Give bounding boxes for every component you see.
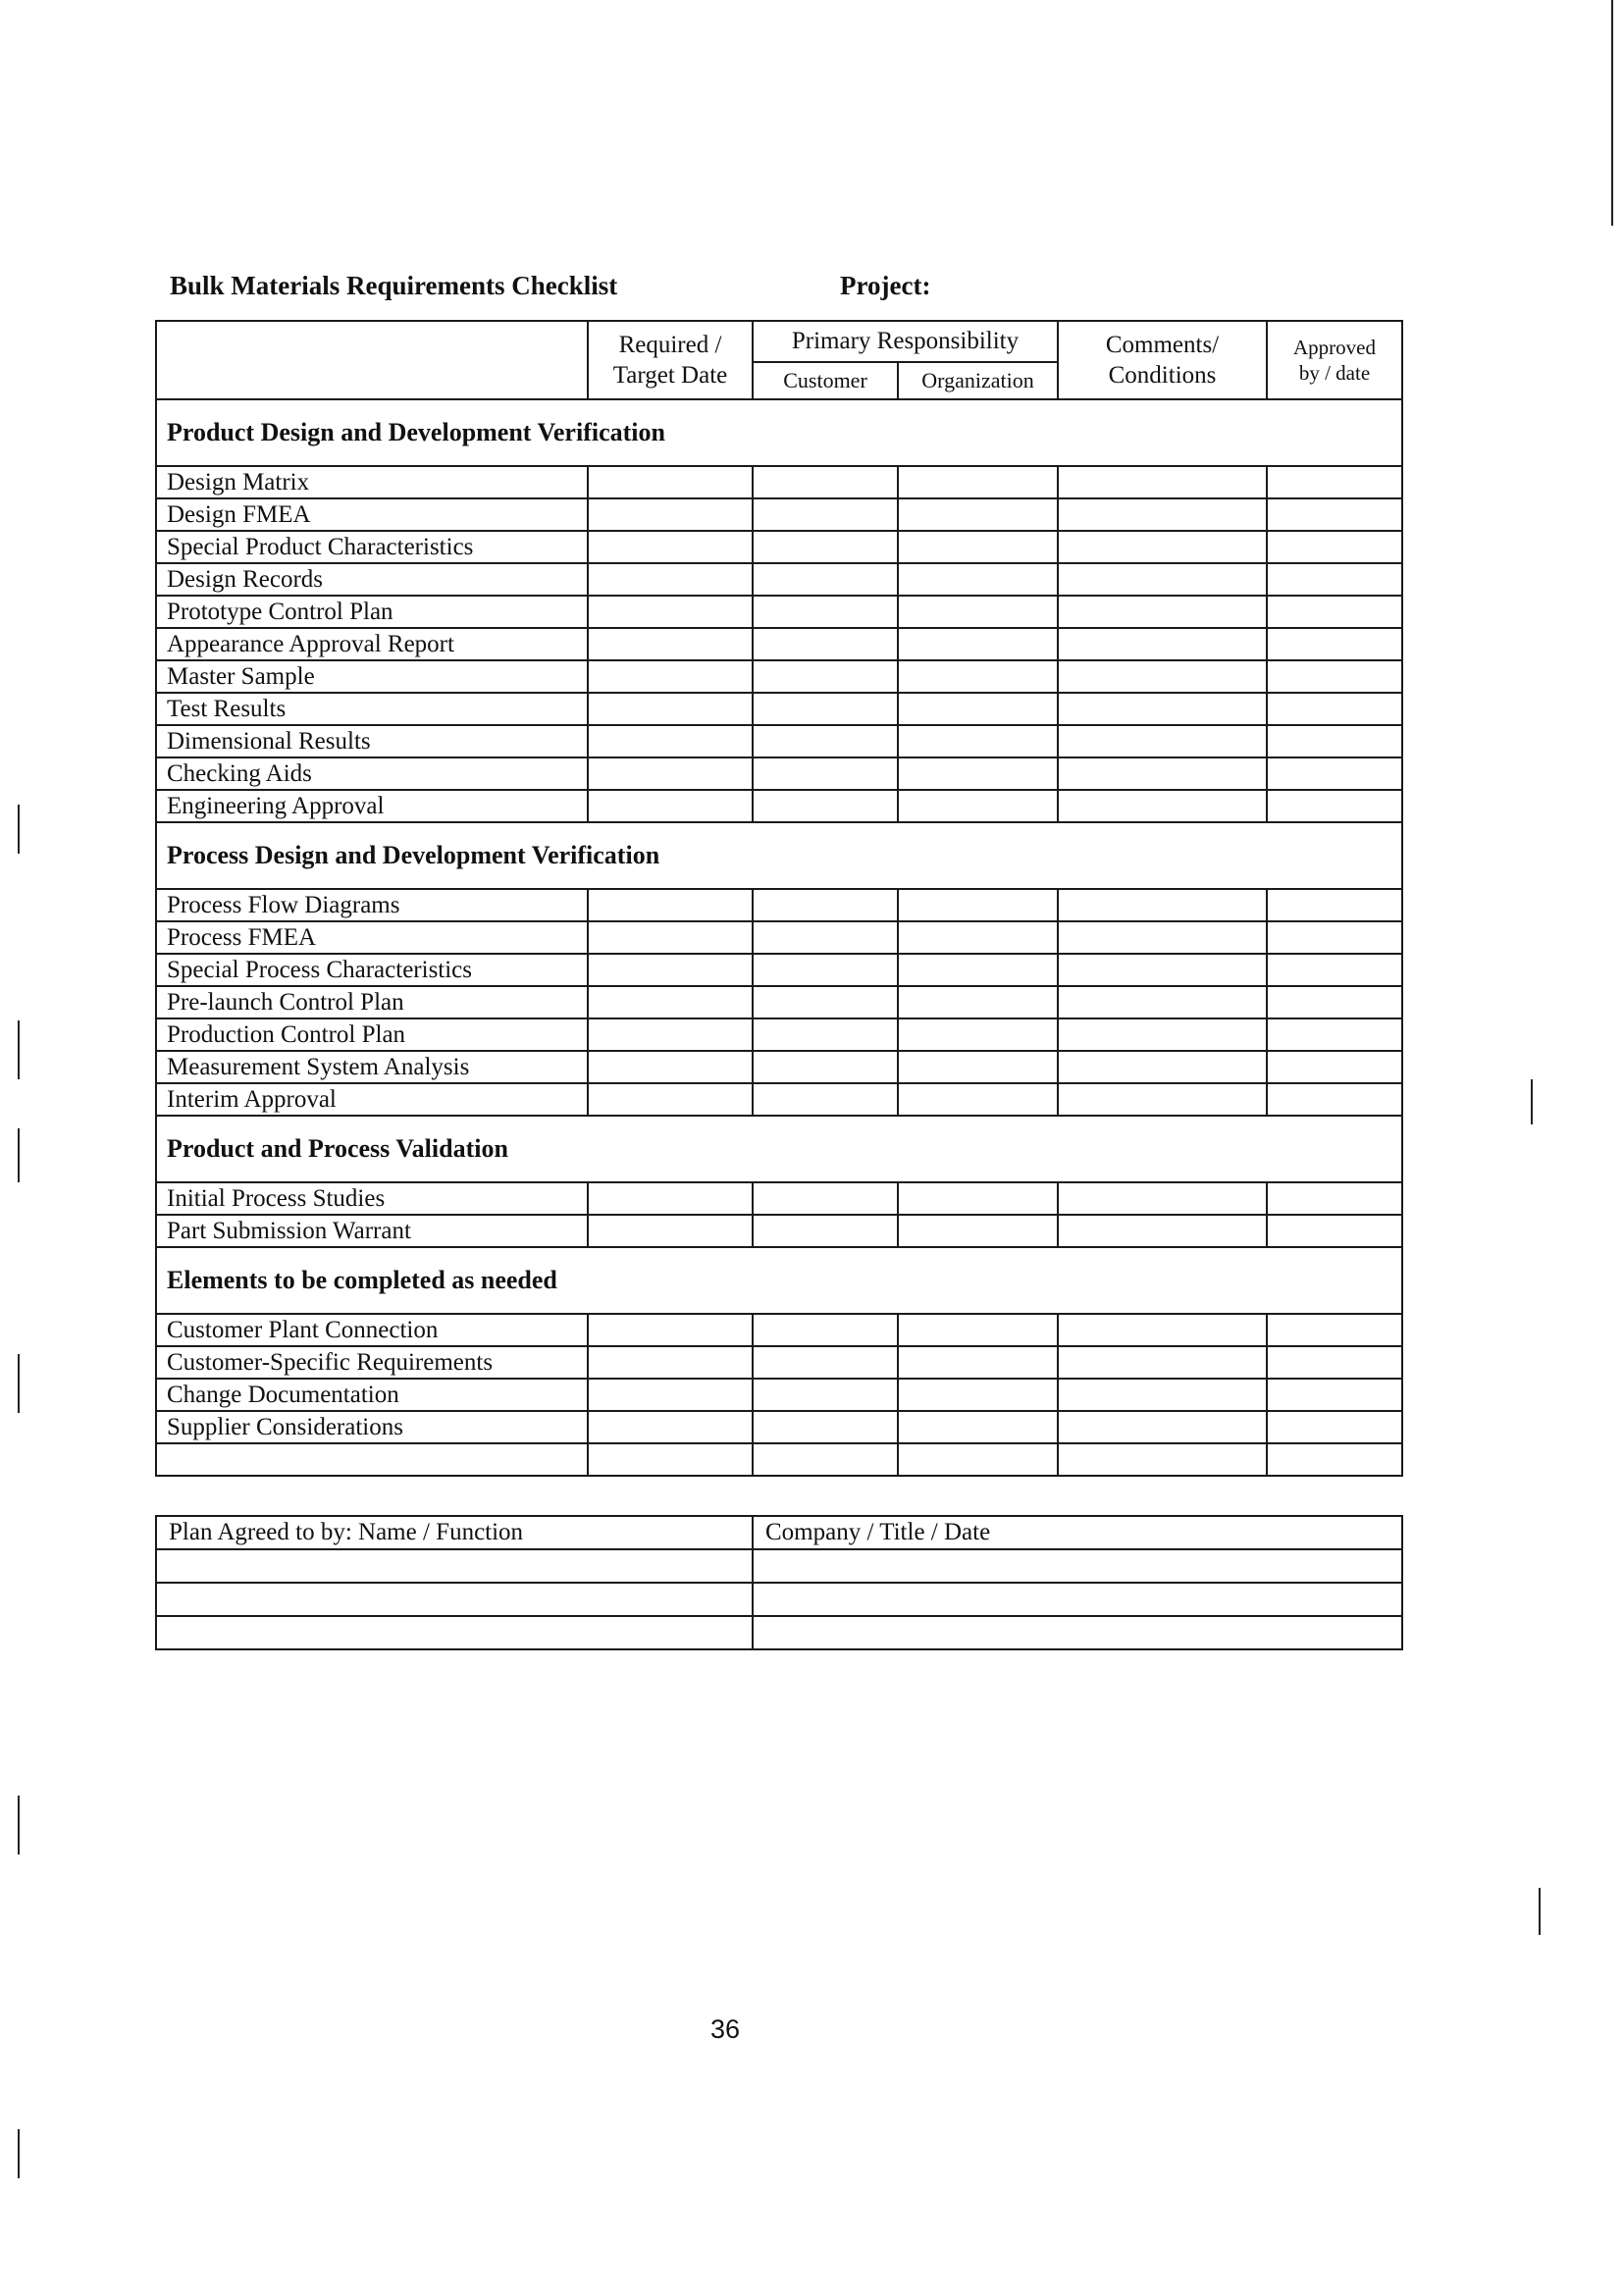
checklist-row	[156, 1051, 1402, 1083]
customer-cell[interactable]	[753, 1346, 898, 1379]
item-label: Engineering Approval	[156, 790, 588, 822]
item-label: Supplier Considerations	[156, 1411, 588, 1443]
required-target-date-cell[interactable]	[588, 628, 753, 660]
binder-edge-mark	[1531, 1079, 1533, 1124]
checklist-row	[156, 986, 1402, 1018]
approved-cell[interactable]	[1267, 1346, 1402, 1379]
item-label: Design Matrix	[156, 466, 588, 498]
section-title: Elements to be completed as needed	[156, 1247, 1402, 1314]
checklist-row	[156, 531, 1402, 563]
approved-cell[interactable]	[1267, 660, 1402, 693]
customer-cell[interactable]	[753, 466, 898, 498]
approved-cell[interactable]	[1267, 1314, 1402, 1346]
section-title: Product and Process Validation	[156, 1116, 1402, 1182]
customer-cell[interactable]	[753, 693, 898, 725]
required-target-date-cell[interactable]	[588, 1018, 753, 1051]
organization-cell[interactable]	[898, 725, 1058, 757]
item-label: Dimensional Results	[156, 725, 588, 757]
customer-cell[interactable]	[753, 921, 898, 954]
required-target-date-cell[interactable]	[588, 563, 753, 596]
customer-cell[interactable]	[753, 954, 898, 986]
organization-cell[interactable]	[898, 921, 1058, 954]
checklist-row	[156, 1083, 1402, 1116]
approved-cell[interactable]	[1267, 596, 1402, 628]
item-label: Measurement System Analysis	[156, 1051, 588, 1083]
approved-cell[interactable]	[1267, 693, 1402, 725]
required-target-date-cell[interactable]	[588, 660, 753, 693]
item-label: Production Control Plan	[156, 1018, 588, 1051]
binder-edge-mark	[1539, 1888, 1541, 1935]
section-title: Product Design and Development Verification	[156, 399, 1402, 466]
plan-name-function-label: Plan Agreed to by: Name / Function	[156, 1516, 753, 1549]
organization-cell[interactable]	[898, 1411, 1058, 1443]
item-label: Customer-Specific Requirements	[156, 1346, 588, 1379]
checklist-row	[156, 1018, 1402, 1051]
comments-cell[interactable]	[1058, 725, 1267, 757]
organization-cell[interactable]	[898, 1215, 1058, 1247]
required-target-date-cell[interactable]	[588, 1051, 753, 1083]
header-item-column	[156, 321, 588, 399]
item-label: Design FMEA	[156, 498, 588, 531]
required-target-date-cell[interactable]	[588, 498, 753, 531]
approved-cell[interactable]	[1267, 921, 1402, 954]
comments-cell[interactable]	[1058, 596, 1267, 628]
organization-cell[interactable]	[898, 790, 1058, 822]
comments-cell[interactable]	[1058, 1018, 1267, 1051]
blank-cell[interactable]	[1058, 1443, 1267, 1476]
approved-cell[interactable]	[1267, 1051, 1402, 1083]
required-target-date-cell[interactable]	[588, 1411, 753, 1443]
approved-cell[interactable]	[1267, 531, 1402, 563]
header-customer: Customer	[753, 362, 898, 399]
blank-cell[interactable]	[156, 1443, 588, 1476]
comments-cell[interactable]	[1058, 1411, 1267, 1443]
required-target-date-cell[interactable]	[588, 725, 753, 757]
plan-agreement-table	[155, 1515, 1403, 1650]
checklist-row	[156, 1182, 1402, 1215]
comments-cell[interactable]	[1058, 1215, 1267, 1247]
organization-cell[interactable]	[898, 986, 1058, 1018]
binder-edge-mark	[18, 1128, 20, 1182]
checklist-row	[156, 921, 1402, 954]
checklist-row	[156, 790, 1402, 822]
checklist-row	[156, 1215, 1402, 1247]
required-target-date-cell[interactable]	[588, 693, 753, 725]
approved-cell[interactable]	[1267, 1379, 1402, 1411]
customer-cell[interactable]	[753, 1182, 898, 1215]
required-target-date-cell[interactable]	[588, 1215, 753, 1247]
approved-cell[interactable]	[1267, 466, 1402, 498]
header-approved-line1: Approved	[1293, 335, 1376, 359]
blank-cell[interactable]	[588, 1443, 753, 1476]
item-label: Test Results	[156, 693, 588, 725]
customer-cell[interactable]	[753, 1379, 898, 1411]
checklist-row	[156, 889, 1402, 921]
customer-cell[interactable]	[753, 1083, 898, 1116]
approved-cell[interactable]	[1267, 628, 1402, 660]
project-label: Project:	[840, 271, 931, 300]
approved-cell[interactable]	[1267, 563, 1402, 596]
section-row	[156, 1247, 1402, 1314]
plan-company-cell[interactable]	[753, 1583, 1402, 1616]
binder-edge-mark	[18, 2129, 20, 2178]
plan-company-cell[interactable]	[753, 1549, 1402, 1583]
checklist-row	[156, 596, 1402, 628]
organization-cell[interactable]	[898, 596, 1058, 628]
section-row	[156, 822, 1402, 889]
approved-cell[interactable]	[1267, 889, 1402, 921]
section-title: Process Design and Development Verification	[156, 822, 1402, 889]
table-header-row-1	[156, 321, 1402, 362]
header-comments-conditions	[1058, 321, 1267, 399]
required-target-date-cell[interactable]	[588, 954, 753, 986]
customer-cell[interactable]	[753, 628, 898, 660]
approved-cell[interactable]	[1267, 725, 1402, 757]
plan-company-cell[interactable]	[753, 1616, 1402, 1649]
required-target-date-cell[interactable]	[588, 1314, 753, 1346]
customer-cell[interactable]	[753, 1314, 898, 1346]
customer-cell[interactable]	[753, 1215, 898, 1247]
required-target-date-cell[interactable]	[588, 790, 753, 822]
organization-cell[interactable]	[898, 1379, 1058, 1411]
customer-cell[interactable]	[753, 889, 898, 921]
item-label: Process FMEA	[156, 921, 588, 954]
checklist-body	[156, 399, 1402, 1476]
item-label: Appearance Approval Report	[156, 628, 588, 660]
customer-cell[interactable]	[753, 725, 898, 757]
blank-cell[interactable]	[753, 1443, 898, 1476]
plan-name-cell[interactable]	[156, 1616, 753, 1649]
checklist-row	[156, 660, 1402, 693]
blank-cell[interactable]	[898, 1443, 1058, 1476]
comments-cell[interactable]	[1058, 693, 1267, 725]
header-required-line1: Required /	[618, 331, 722, 358]
binder-edge-mark	[1611, 0, 1613, 226]
comments-cell[interactable]	[1058, 1314, 1267, 1346]
comments-cell[interactable]	[1058, 660, 1267, 693]
required-target-date-cell[interactable]	[588, 531, 753, 563]
required-target-date-cell[interactable]	[588, 757, 753, 790]
organization-cell[interactable]	[898, 1051, 1058, 1083]
customer-cell[interactable]	[753, 1051, 898, 1083]
approved-cell[interactable]	[1267, 1182, 1402, 1215]
approved-cell[interactable]	[1267, 1083, 1402, 1116]
checklist-row	[156, 693, 1402, 725]
required-target-date-cell[interactable]	[588, 596, 753, 628]
item-label: Master Sample	[156, 660, 588, 693]
customer-cell[interactable]	[753, 1411, 898, 1443]
organization-cell[interactable]	[898, 693, 1058, 725]
checklist-row	[156, 563, 1402, 596]
item-label: Design Records	[156, 563, 588, 596]
approved-cell[interactable]	[1267, 1215, 1402, 1247]
organization-cell[interactable]	[898, 531, 1058, 563]
header-required-line2: Target Date	[612, 362, 728, 389]
comments-cell[interactable]	[1058, 563, 1267, 596]
section-row	[156, 399, 1402, 466]
organization-cell[interactable]	[898, 498, 1058, 531]
comments-cell[interactable]	[1058, 790, 1267, 822]
binder-edge-mark	[18, 805, 20, 854]
header-comments-line2: Conditions	[1108, 362, 1217, 389]
item-label: Interim Approval	[156, 1083, 588, 1116]
required-target-date-cell[interactable]	[588, 1182, 753, 1215]
comments-cell[interactable]	[1058, 1083, 1267, 1116]
checklist-row	[156, 1411, 1402, 1443]
item-label: Special Product Characteristics	[156, 531, 588, 563]
required-target-date-cell[interactable]	[588, 466, 753, 498]
comments-cell[interactable]	[1058, 628, 1267, 660]
checklist-row	[156, 1346, 1402, 1379]
approved-cell[interactable]	[1267, 1018, 1402, 1051]
comments-cell[interactable]	[1058, 466, 1267, 498]
required-target-date-cell[interactable]	[588, 1083, 753, 1116]
checklist-row	[156, 498, 1402, 531]
section-row	[156, 1116, 1402, 1182]
comments-cell[interactable]	[1058, 889, 1267, 921]
organization-cell[interactable]	[898, 628, 1058, 660]
organization-cell[interactable]	[898, 1314, 1058, 1346]
checklist-row	[156, 954, 1402, 986]
item-label: Process Flow Diagrams	[156, 889, 588, 921]
header-primary-responsibility: Primary Responsibility	[753, 321, 1058, 362]
header-organization: Organization	[898, 362, 1058, 399]
required-target-date-cell[interactable]	[588, 921, 753, 954]
requirements-checklist-table	[155, 320, 1403, 1477]
plan-name-cell[interactable]	[156, 1583, 753, 1616]
customer-cell[interactable]	[753, 1018, 898, 1051]
organization-cell[interactable]	[898, 1182, 1058, 1215]
binder-edge-mark	[18, 1796, 20, 1854]
document-title: Bulk Materials Requirements Checklist	[170, 271, 618, 300]
organization-cell[interactable]	[898, 1083, 1058, 1116]
comments-cell[interactable]	[1058, 1051, 1267, 1083]
organization-cell[interactable]	[898, 466, 1058, 498]
blank-row	[156, 1443, 1402, 1476]
comments-cell[interactable]	[1058, 1379, 1267, 1411]
checklist-row	[156, 725, 1402, 757]
comments-cell[interactable]	[1058, 531, 1267, 563]
comments-cell[interactable]	[1058, 498, 1267, 531]
organization-cell[interactable]	[898, 563, 1058, 596]
header-approved-line2: by / date	[1298, 361, 1371, 385]
approved-cell[interactable]	[1267, 790, 1402, 822]
comments-cell[interactable]	[1058, 921, 1267, 954]
header-approved-by-date	[1267, 321, 1402, 399]
required-target-date-cell[interactable]	[588, 986, 753, 1018]
header-comments-line1: Comments/	[1105, 331, 1220, 358]
checklist-row	[156, 757, 1402, 790]
comments-cell[interactable]	[1058, 1346, 1267, 1379]
comments-cell[interactable]	[1058, 757, 1267, 790]
header-required-target-date	[588, 321, 753, 399]
plan-signature-row	[156, 1549, 1402, 1583]
page-number: 36	[710, 2014, 741, 2044]
organization-cell[interactable]	[898, 1346, 1058, 1379]
organization-cell[interactable]	[898, 1018, 1058, 1051]
required-target-date-cell[interactable]	[588, 1379, 753, 1411]
item-label: Customer Plant Connection	[156, 1314, 588, 1346]
item-label: Checking Aids	[156, 757, 588, 790]
binder-edge-mark	[18, 1354, 20, 1413]
approved-cell[interactable]	[1267, 986, 1402, 1018]
checklist-row	[156, 466, 1402, 498]
organization-cell[interactable]	[898, 757, 1058, 790]
comments-cell[interactable]	[1058, 1182, 1267, 1215]
item-label: Pre-launch Control Plan	[156, 986, 588, 1018]
approved-cell[interactable]	[1267, 757, 1402, 790]
customer-cell[interactable]	[753, 757, 898, 790]
plan-name-cell[interactable]	[156, 1549, 753, 1583]
customer-cell[interactable]	[753, 660, 898, 693]
customer-cell[interactable]	[753, 563, 898, 596]
approved-cell[interactable]	[1267, 954, 1402, 986]
item-label: Change Documentation	[156, 1379, 588, 1411]
comments-cell[interactable]	[1058, 986, 1267, 1018]
plan-company-title-date-label: Company / Title / Date	[753, 1516, 1402, 1549]
checklist-row	[156, 628, 1402, 660]
comments-cell[interactable]	[1058, 954, 1267, 986]
plan-header-row	[156, 1516, 1402, 1549]
binder-edge-mark	[18, 1020, 20, 1079]
item-label: Special Process Characteristics	[156, 954, 588, 986]
item-label: Part Submission Warrant	[156, 1215, 588, 1247]
item-label: Initial Process Studies	[156, 1182, 588, 1215]
customer-cell[interactable]	[753, 596, 898, 628]
customer-cell[interactable]	[753, 531, 898, 563]
blank-cell[interactable]	[1267, 1443, 1402, 1476]
plan-signature-row	[156, 1583, 1402, 1616]
organization-cell[interactable]	[898, 660, 1058, 693]
approved-cell[interactable]	[1267, 1411, 1402, 1443]
checklist-row	[156, 1314, 1402, 1346]
required-target-date-cell[interactable]	[588, 889, 753, 921]
customer-cell[interactable]	[753, 498, 898, 531]
checklist-row	[156, 1379, 1402, 1411]
item-label: Prototype Control Plan	[156, 596, 588, 628]
plan-signature-row	[156, 1616, 1402, 1649]
required-target-date-cell[interactable]	[588, 1346, 753, 1379]
approved-cell[interactable]	[1267, 498, 1402, 531]
organization-cell[interactable]	[898, 889, 1058, 921]
organization-cell[interactable]	[898, 954, 1058, 986]
customer-cell[interactable]	[753, 790, 898, 822]
customer-cell[interactable]	[753, 986, 898, 1018]
